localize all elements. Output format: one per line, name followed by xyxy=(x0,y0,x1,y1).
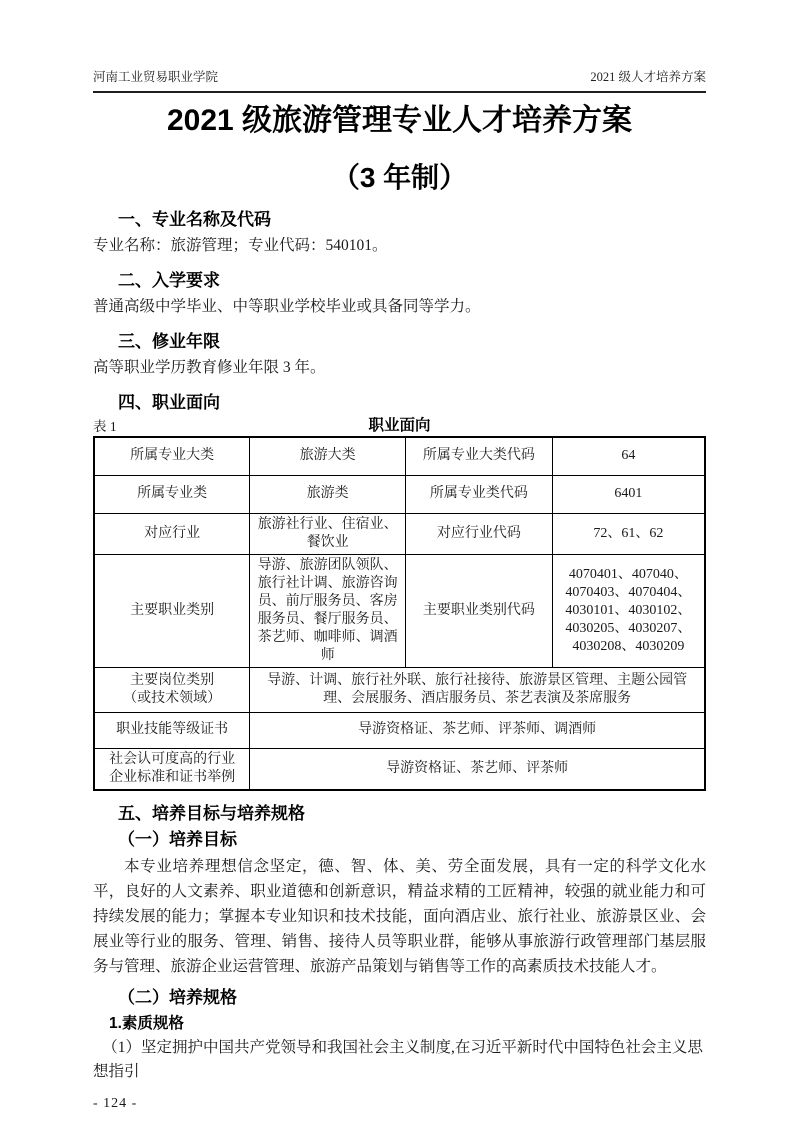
table-row xyxy=(94,667,705,712)
header-doc-label: 2021 级人才培养方案 xyxy=(590,70,706,84)
cell-standard-value: 导游资格证、茶艺师、评茶师 xyxy=(250,748,705,790)
cell-position-label xyxy=(94,667,250,712)
cell-industry-label: 对应行业 xyxy=(94,513,250,554)
cell-major-class-code-value: 6401 xyxy=(552,475,705,513)
section-1-heading: 一、专业名称及代码 xyxy=(118,210,271,229)
table-row xyxy=(94,748,705,790)
section-3-heading: 三、修业年限 xyxy=(118,332,220,351)
cell-position-label-line2: （或技术领域） xyxy=(123,690,222,706)
section-1-body: 专业名称：旅游管理；专业代码：540101。 xyxy=(93,237,388,254)
section-2-body: 普通高级中学毕业、中等职业学校毕业或具备同等学力。 xyxy=(93,298,481,315)
section-5-sub2-heading: （二）培养规格 xyxy=(118,987,237,1007)
cell-occupation-label: 主要职业类别 xyxy=(94,554,250,667)
page-number: - 124 - xyxy=(93,1095,138,1111)
table-row xyxy=(94,437,705,475)
section-5-sub1-heading: （一）培养目标 xyxy=(118,829,237,849)
header-school-name: 河南工业贸易职业学院 xyxy=(93,70,219,84)
table-caption xyxy=(93,416,706,435)
cell-major-class-value: 旅游类 xyxy=(250,475,406,513)
quality-spec-item-1: （1）坚定拥护中国共产党领导和我国社会主义制度,在习近平新时代中国特色社会主义思想指引 xyxy=(93,1038,703,1080)
cell-occupation-value: 导游、旅游团队领队、旅行社计调、旅游咨询员、前厅服务员、客房服务员、餐厅服务员、茶艺师、咖啡师、调酒师 xyxy=(250,554,406,667)
quality-spec-heading: 1.素质规格 xyxy=(109,1014,184,1032)
training-objective-paragraph: 本专业培养理想信念坚定，德、智、体、美、劳全面发展，具有一定的科学文化水平，良好的人文素养、职业道德和创新意识，精益求精的工匠精神，较强的就业能力和可持续发展的能力；掌握本专业知识和技术技能，面向酒店业、旅行社业、旅游景区业、会展业等行业的服务、管理、销售、接待人员等职业群，能够从事旅游行政管理部门基层服务与管理、旅游企业运营管理、旅游产品策划与销售等工作的高素质技术技能人才。 xyxy=(93,857,706,975)
cell-major-group-value: 旅游大类 xyxy=(250,437,406,475)
cell-major-group-label: 所属专业大类 xyxy=(94,437,250,475)
header-rule xyxy=(93,91,706,93)
cell-major-group-code-label: 所属专业大类代码 xyxy=(406,437,553,475)
table-row xyxy=(94,712,705,748)
table-row xyxy=(94,554,705,667)
table-title: 职业面向 xyxy=(368,417,431,434)
cell-industry-value: 旅游社行业、住宿业、餐饮业 xyxy=(250,513,406,554)
cell-occupation-code-value: 4070401、407040、4070403、4070404、4030101、4030102、4030205、4030207、4030208、4030209 xyxy=(552,554,705,667)
cell-position-value: 导游、计调、旅行社外联、旅行社接待、旅游景区管理、主题公园管理、会展服务、酒店服务员、茶艺表演及茶席服务 xyxy=(250,667,705,712)
cell-position-label-line1: 主要岗位类别 xyxy=(130,672,215,688)
section-3-body: 高等职业学历教育修业年限 3 年。 xyxy=(93,359,326,376)
table-label: 表 1 xyxy=(93,419,117,434)
cell-standard-label-line1: 社会认可度高的行业 xyxy=(109,751,236,767)
cell-major-class-label: 所属专业类 xyxy=(94,475,250,513)
cell-certificate-value: 导游资格证、茶艺师、评茶师、调酒师 xyxy=(250,712,705,748)
document-subtitle: （3 年制） xyxy=(331,162,468,193)
cell-industry-code-label: 对应行业代码 xyxy=(406,513,553,554)
cell-standard-label-line2: 企业标准和证书举例 xyxy=(109,769,236,785)
cell-major-group-code-value: 64 xyxy=(552,437,705,475)
cell-occupation-code-label: 主要职业类别代码 xyxy=(406,554,553,667)
cell-standard-label xyxy=(94,748,250,790)
career-orientation-table xyxy=(93,436,706,791)
cell-industry-code-value: 72、61、62 xyxy=(552,513,705,554)
section-4-heading: 四、职业面向 xyxy=(118,393,220,412)
cell-major-class-code-label: 所属专业类代码 xyxy=(406,475,553,513)
table-row xyxy=(94,513,705,554)
cell-certificate-label: 职业技能等级证书 xyxy=(94,712,250,748)
page-header xyxy=(93,70,706,85)
section-5-heading: 五、培养目标与培养规格 xyxy=(118,803,305,823)
section-2-heading: 二、入学要求 xyxy=(118,271,220,290)
document-title: 2021 级旅游管理专业人才培养方案 xyxy=(166,104,633,137)
table-row xyxy=(94,475,705,513)
